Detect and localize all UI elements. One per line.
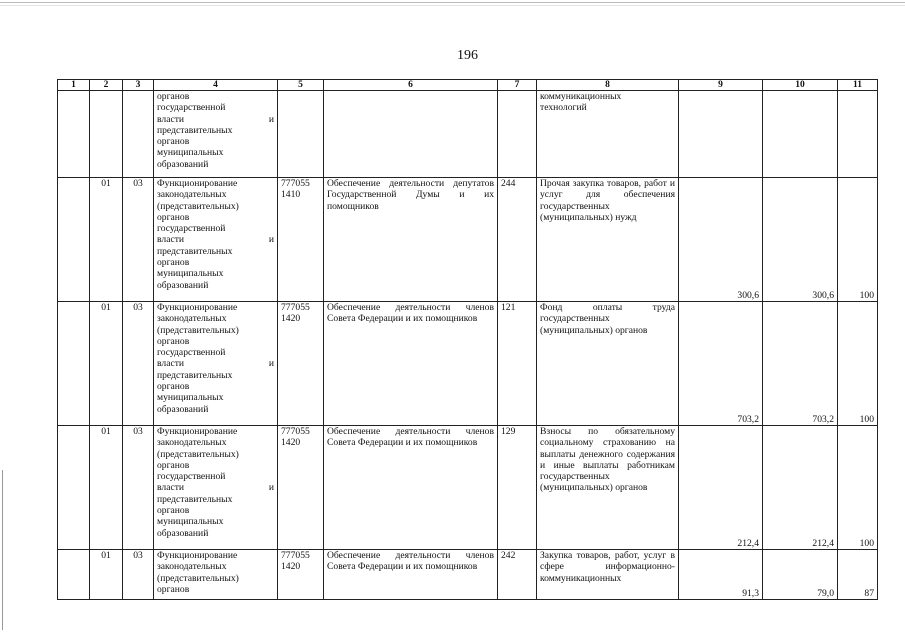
cell-plan: 91,3 bbox=[679, 550, 763, 600]
cell-expense-type bbox=[498, 91, 537, 178]
cell-expense-type: 244 bbox=[498, 178, 537, 302]
cell-section: 01 bbox=[90, 426, 123, 550]
cell-target-code bbox=[278, 91, 324, 178]
cell-expense-name: Фонд оплаты труда государственных (муниципальных) органов bbox=[537, 302, 679, 426]
column-header: 2 bbox=[90, 80, 123, 91]
cell-fact: 79,0 bbox=[763, 550, 838, 600]
cell-plan: 703,2 bbox=[679, 302, 763, 426]
column-header: 11 bbox=[838, 80, 878, 91]
cell-expense-type: 129 bbox=[498, 426, 537, 550]
cell-target-name: Обеспечение деятельности депутатов Государственной Думы и их помощников bbox=[324, 178, 498, 302]
cell-section-name: Функционирование законодательных (представительных) органов государственной власти и представительных органов муниципальных образований bbox=[154, 426, 278, 550]
cell-expense-type: 242 bbox=[498, 550, 537, 600]
table-row bbox=[58, 302, 878, 426]
cell-section-name: органов государственной власти и представительных органов муниципальных образований bbox=[154, 91, 278, 178]
scan-edge-line bbox=[0, 2, 905, 3]
cell-target-code: 777055 1420 bbox=[278, 550, 324, 600]
cell-expense-type: 121 bbox=[498, 302, 537, 426]
column-header: 8 bbox=[537, 80, 679, 91]
cell-col1 bbox=[58, 302, 90, 426]
cell-section: 01 bbox=[90, 302, 123, 426]
cell-subsection bbox=[123, 91, 154, 178]
cell-target-code: 777055 1420 bbox=[278, 302, 324, 426]
scan-edge-line bbox=[2, 470, 3, 630]
cell-fact: 703,2 bbox=[763, 302, 838, 426]
cell-col1 bbox=[58, 91, 90, 178]
column-header: 3 bbox=[123, 80, 154, 91]
cell-section-name: Функционирование законодательных (представительных) органов государственной власти и представительных органов муниципальных образований bbox=[154, 178, 278, 302]
column-header: 5 bbox=[278, 80, 324, 91]
cell-plan bbox=[679, 91, 763, 178]
cell-target-code: 777055 1420 bbox=[278, 426, 324, 550]
cell-percent: 87 bbox=[838, 550, 878, 600]
cell-percent bbox=[838, 91, 878, 178]
column-header: 4 bbox=[154, 80, 278, 91]
cell-subsection: 03 bbox=[123, 550, 154, 600]
cell-expense-name: коммуникационных технологий bbox=[537, 91, 679, 178]
scan-edge-line bbox=[0, 5, 905, 6]
cell-target-name bbox=[324, 91, 498, 178]
cell-col1 bbox=[58, 426, 90, 550]
cell-section: 01 bbox=[90, 550, 123, 600]
cell-section: 01 bbox=[90, 178, 123, 302]
cell-fact bbox=[763, 91, 838, 178]
cell-percent: 100 bbox=[838, 426, 878, 550]
cell-target-name: Обеспечение деятельности членов Совета Федерации и их помощников bbox=[324, 302, 498, 426]
cell-target-name: Обеспечение деятельности членов Совета Федерации и их помощников bbox=[324, 426, 498, 550]
cell-expense-name: Прочая закупка товаров, работ и услуг для обеспечения государственных (муниципальных) нужд bbox=[537, 178, 679, 302]
table-row bbox=[58, 91, 878, 178]
cell-percent: 100 bbox=[838, 178, 878, 302]
cell-subsection: 03 bbox=[123, 178, 154, 302]
header-row bbox=[58, 80, 878, 91]
table-row bbox=[58, 550, 878, 600]
cell-target-name: Обеспечение деятельности членов Совета Федерации и их помощников bbox=[324, 550, 498, 600]
cell-percent: 100 bbox=[838, 302, 878, 426]
column-header: 10 bbox=[763, 80, 838, 91]
column-header: 1 bbox=[58, 80, 90, 91]
cell-col1 bbox=[58, 178, 90, 302]
column-header: 7 bbox=[498, 80, 537, 91]
budget-table bbox=[57, 79, 878, 600]
cell-plan: 300,6 bbox=[679, 178, 763, 302]
column-header: 6 bbox=[324, 80, 498, 91]
cell-section bbox=[90, 91, 123, 178]
cell-expense-name: Закупка товаров, работ, услуг в сфере информационно-коммуникационных bbox=[537, 550, 679, 600]
cell-subsection: 03 bbox=[123, 426, 154, 550]
cell-fact: 212,4 bbox=[763, 426, 838, 550]
table-row bbox=[58, 178, 878, 302]
page-number: 196 bbox=[457, 48, 478, 63]
cell-target-code: 777055 1410 bbox=[278, 178, 324, 302]
cell-section-name: Функционирование законодательных (представительных) органов государственной власти и представительных органов муниципальных образований bbox=[154, 302, 278, 426]
table-row bbox=[58, 426, 878, 550]
column-header: 9 bbox=[679, 80, 763, 91]
cell-fact: 300,6 bbox=[763, 178, 838, 302]
cell-plan: 212,4 bbox=[679, 426, 763, 550]
cell-expense-name: Взносы по обязательному социальному страхованию на выплаты денежного содержания и иные выплаты работникам государственных (муниципальных) органов bbox=[537, 426, 679, 550]
cell-col1 bbox=[58, 550, 90, 600]
cell-section-name: Функционирование законодательных (представительных) органов bbox=[154, 550, 278, 600]
cell-subsection: 03 bbox=[123, 302, 154, 426]
